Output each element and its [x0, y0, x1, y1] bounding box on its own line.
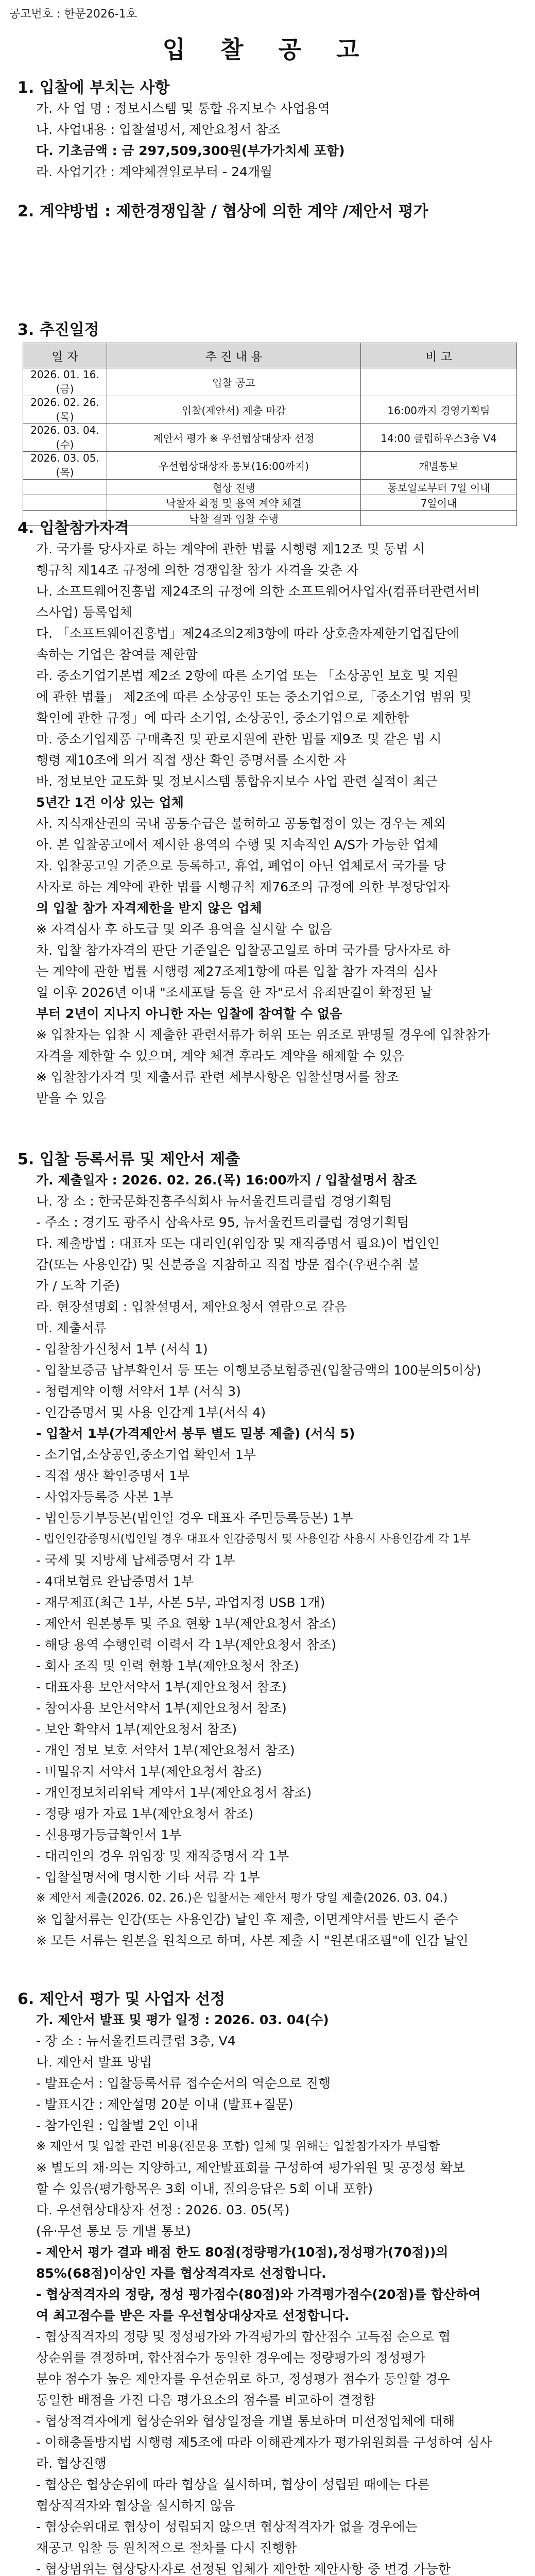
- schedule-cell: 2026. 02. 26.(목): [23, 396, 107, 424]
- section-5-item: - 제안서 원본봉투 및 주요 현황 1부(제안요청서 참조): [36, 1616, 337, 1631]
- section-4-item: 행령 제10조에 의거 직접 생산 확인 증명서를 소지한 자: [36, 753, 347, 768]
- section-4-item: 일 이후 2026년 이내 "조세포탈 등을 한 자"로서 유죄판결이 확정된 날: [36, 985, 433, 1000]
- section-5-heading: 5. 입찰 등록서류 및 제안서 제출: [18, 1150, 240, 1168]
- schedule-cell: 낙찰자 확정 및 용역 계약 체결: [107, 495, 361, 511]
- section-5-item: - 대리인의 경우 위임장 및 재직증명서 각 1부: [36, 1849, 289, 1863]
- section-6-item: - 발표순서 : 입찰등록서류 접수순서의 역순으로 진행: [36, 2076, 331, 2091]
- section-3-heading: 3. 추진일정: [18, 321, 99, 339]
- section-4-item: ※ 자격심사 후 하도급 및 외주 용역을 실시할 수 없음: [36, 922, 333, 937]
- section-1-item: 라. 사업기간 : 계약체결일로부터 - 24개월: [36, 164, 273, 179]
- section-4-item: 라. 중소기업기본법 제2조 2항에 따른 소기업 또는 「소상공인 보호 및 지원: [36, 668, 459, 683]
- section-4-item: 5년간 1건 이상 있는 업체: [36, 795, 184, 810]
- section-5-item: - 비밀유지 서약서 1부(제안요청서 참조): [36, 1764, 262, 1779]
- schedule-row: [23, 368, 517, 396]
- section-5-item: - 개인 정보 보호 서약서 1부(제안요청서 참조): [36, 1743, 295, 1758]
- schedule-cell: 16:00까지 경영기획팀: [361, 396, 517, 424]
- section-6-item: (유·무선 통보 등 개별 통보): [36, 2224, 191, 2239]
- section-6-item: - 참가인원 : 입찰별 2인 이내: [36, 2118, 198, 2133]
- section-5-item: - 해당 용역 수행인력 이력서 각 1부(제안요청서 참조): [36, 1637, 337, 1652]
- section-6-item: 여 최고점수를 받은 자를 우선협상대상자로 선정합니다.: [36, 2308, 350, 2323]
- schedule-cell: 협상 진행: [107, 480, 361, 495]
- section-6-item: - 협상적격자에게 협상순위와 협상일정을 개별 통보하며 미선정업체에 대해: [36, 2414, 455, 2429]
- section-6-item: 할 수 있음(평가항목은 3회 이내, 질의응답은 5회 이내 포함): [36, 2181, 373, 2196]
- section-1-item: 나. 사업내용 : 입찰설명서, 제안요청서 참조: [36, 122, 281, 137]
- section-4-item: 다. 「소프트웨어진흥법」제24조의2제3항에 따라 상호출자제한기업집단에: [36, 626, 459, 641]
- schedule-row: [23, 480, 517, 495]
- notice-number: 공고번호 : 한문2026-1호: [9, 8, 137, 21]
- section-5-item: - 사업자등록증 사본 1부: [36, 1489, 174, 1504]
- section-6-item: 분야 점수가 높은 제안자를 우선순위로 하고, 정성평가 점수가 동일할 경우: [36, 2371, 450, 2386]
- section-4-heading: 4. 입찰참가자격: [18, 519, 129, 537]
- schedule-cell: 입찰(제안서) 제출 마감: [107, 396, 361, 424]
- section-6-item: 가. 제안서 발표 및 평가 일정 : 2026. 03. 04(수): [36, 2012, 329, 2027]
- section-4-item: 받을 수 있음: [36, 1091, 107, 1106]
- schedule-cell: 2026. 03. 04.(수): [23, 424, 107, 452]
- section-5-item: 다. 제출방법 : 대표자 또는 대리인(위임장 및 재직증명서 필요)이 법인인: [36, 1236, 440, 1251]
- section-4-item: 자. 입찰공고일 기준으로 등록하고, 휴업, 폐업이 아닌 업체로서 국가를 당: [36, 858, 446, 873]
- section-5-item: - 직접 생산 확인증명서 1부: [36, 1468, 190, 1483]
- section-6-item: - 제안서 평가 결과 배점 한도 80점(정량평가(10점),정성평가(70점))의: [36, 2245, 448, 2260]
- section-6-item: - 협상적격자의 정량 및 정성평가와 가격평가의 합산점수 고득점 순으로 협: [36, 2329, 451, 2344]
- schedule-cell: 통보일로부터 7일 이내: [361, 480, 517, 495]
- section-4-item: 부터 2년이 지나지 아니한 자는 입찰에 참여할 수 없음: [36, 1006, 342, 1021]
- section-5-item: ※ 모든 서류는 원본을 원칙으로 하며, 사본 제출 시 "원본대조필"에 인감 날인: [36, 1933, 469, 1948]
- section-5-item: - 주소 : 경기도 광주시 삼육사로 95, 뉴서울컨트리클럽 경영기획팀: [36, 1215, 409, 1230]
- section-5-item: 라. 현장설명회 : 입찰설명서, 제안요청서 열람으로 갈음: [36, 1299, 347, 1314]
- schedule-cell: [23, 495, 107, 511]
- section-6-item: 라. 협상진행: [36, 2456, 107, 2471]
- section-5-item: - 소기업,소상공인,중소기업 확인서 1부: [36, 1447, 256, 1462]
- schedule-row: [23, 396, 517, 424]
- section-4-item: 나. 소프트웨어진흥법 제24조의 규정에 의한 소프트웨어사업자(컴퓨터관련서비: [36, 584, 480, 599]
- section-4-item: 바. 정보보안 교도화 및 정보시스템 통합유지보수 사업 관련 실적이 최근: [36, 774, 438, 789]
- schedule-row: [23, 495, 517, 511]
- section-6-item: 85%(68점)이상인 자를 협상적격자로 선정합니다.: [36, 2266, 326, 2281]
- section-6-item: 나. 제안서 발표 방법: [36, 2055, 152, 2070]
- section-4-item: 속하는 기업은 참여를 제한함: [36, 647, 198, 662]
- schedule-cell: 개별통보: [361, 452, 517, 480]
- section-6-item: 재공고 입찰 등 원칙적으로 절차를 다시 진행함: [36, 2540, 297, 2555]
- section-2-heading: 2. 계약방법 : 제한경쟁입찰 / 협상에 의한 계약 /제안서 평가: [18, 202, 428, 221]
- section-5-item: - 재무제표(최근 1부, 사본 5부, 과업지정 USB 1개): [36, 1595, 325, 1610]
- schedule-row: [23, 424, 517, 452]
- section-5-item: - 정량 평가 자료 1부(제안요청서 참조): [36, 1806, 254, 1821]
- section-4-item: 사자로 하는 계약에 관한 법률 시행규칙 제76조의 규정에 의한 부정당업자: [36, 879, 450, 894]
- section-6-item: 협상적격자와 협상을 실시하지 않음: [36, 2498, 235, 2513]
- section-4-item: 에 관한 법률」 제2조에 따른 소상공인 또는 중소기업으로,「중소기업 범위 및: [36, 689, 472, 704]
- section-5-item: 마. 제출서류: [36, 1320, 107, 1335]
- section-5-item: - 개인정보처리위탁 계약서 1부(제안요청서 참조): [36, 1785, 312, 1800]
- section-5-item: - 법인등기부등본(법인일 경우 대표자 주민등록등본) 1부: [36, 1511, 353, 1526]
- section-5-list: [36, 1170, 499, 1951]
- section-4-item: 자격을 제한할 수 있으며, 계약 체결 후라도 계약을 해제할 수 있음: [36, 1048, 405, 1063]
- schedule-cell: 입찰 공고: [107, 368, 361, 396]
- section-6-item: ※ 제안서 및 입찰 관련 비용(전문용 포함) 일체 및 위해는 입찰참가자가 부담함: [36, 2140, 440, 2153]
- section-6-item: 상순위를 결정하며, 합산점수가 동일한 경우에는 정량평가의 정성평가: [36, 2350, 425, 2365]
- schedule-cell: 7일이내: [361, 495, 517, 511]
- section-4-item: 차. 입찰 참가자격의 판단 기준일은 입찰공고일로 하며 국가를 당사자로 하: [36, 943, 450, 958]
- section-5-item: - 입찰서 1부(가격제안서 봉투 별도 밀봉 제출) (서식 5): [36, 1426, 355, 1441]
- section-4-item: 가. 국가를 당사자로 하는 계약에 관한 법률 시행령 제12조 및 동법 시: [36, 541, 425, 556]
- section-6-item: ※ 별도의 채·의는 지양하고, 제안발표회를 구성하여 평가위원 및 공정성 확보: [36, 2160, 465, 2175]
- section-5-item: ※ 제안서 제출(2026. 02. 26.)은 입찰서는 제안서 평가 당일 제출(2026. 03. 04.): [36, 1892, 448, 1905]
- section-6-item: - 이해충돌방지법 시행령 제5조에 따라 이해관계자가 평가위원회를 구성하여 심사: [36, 2435, 492, 2450]
- section-6-item: 다. 우선협상대상자 선정 : 2026. 03. 05(목): [36, 2202, 290, 2217]
- section-4-item: ※ 입찰자는 입찰 시 제출한 관련서류가 허위 또는 위조로 판명될 경우에 입찰참가: [36, 1027, 490, 1042]
- section-5-item: 나. 장 소 : 한국문화진흥주식회사 뉴서울컨트리클럽 경영기획팀: [36, 1194, 392, 1209]
- section-4-item: 행규칙 제14조 규정에 의한 경쟁입찰 참가 자격을 갖춘 자: [36, 563, 359, 578]
- section-1-list: [36, 98, 499, 182]
- section-5-item: - 입찰설명서에 명시한 기타 서류 각 1부: [36, 1870, 260, 1885]
- section-6-item: - 협상범위는 협상당사자로 선정된 업체가 제안한 제안사항 중 변경 가능한: [36, 2562, 451, 2576]
- section-5-item: - 인감증명서 및 사용 인감계 1부(서식 4): [36, 1405, 266, 1420]
- schedule-cell: [361, 368, 517, 396]
- section-4-item: 의 입찰 참가 자격제한을 받지 않은 업체: [36, 901, 262, 916]
- section-1-heading: 1. 입찰에 부치는 사항: [18, 79, 170, 97]
- section-4-item: 확인에 관한 규정」에 따라 소기업, 소상공인, 중소기업으로 제한함: [36, 710, 409, 725]
- schedule-cell: 우선협상대상자 통보(16:00까지): [107, 452, 361, 480]
- schedule-table: [23, 343, 517, 526]
- section-6-heading: 6. 제안서 평가 및 사업자 선정: [18, 1990, 226, 2008]
- section-5-item: 가 / 도착 기준): [36, 1278, 120, 1293]
- section-5-item: - 대표자용 보안서약서 1부(제안요청서 참조): [36, 1680, 287, 1694]
- section-6-item: - 협상은 협상순위에 따라 협상을 실시하며, 협상이 성립된 때에는 다른: [36, 2477, 430, 2492]
- section-5-item: - 4대보험료 완납증명서 1부: [36, 1574, 194, 1589]
- schedule-cell: 2026. 01. 16.(금): [23, 368, 107, 396]
- section-5-item: - 청렴계약 이행 서약서 1부 (서식 3): [36, 1384, 241, 1399]
- section-4-list: [36, 538, 499, 1109]
- section-5-item: 감(또는 사용인감) 및 신분증을 지참하고 직접 방문 접수(우편수취 불: [36, 1257, 420, 1272]
- section-4-item: 스사업) 등록업체: [36, 605, 132, 620]
- schedule-header: 일 자: [23, 343, 107, 368]
- schedule-cell: 2026. 03. 05.(목): [23, 452, 107, 480]
- section-6-item: - 협상순위대로 협상이 성립되지 않으면 협상적격자가 없을 경우에는: [36, 2519, 418, 2534]
- section-6-item: 동일한 배점을 가진 다음 평가요소의 점수를 비교하여 결정함: [36, 2393, 376, 2408]
- document-title: 입 찰 공 고: [162, 36, 373, 63]
- section-5-item: - 국세 및 지방세 납세증명서 각 1부: [36, 1553, 235, 1568]
- schedule-cell: [23, 480, 107, 495]
- schedule-header: 비 고: [361, 343, 517, 368]
- section-6-item: - 협상적격자의 정량, 정성 평가점수(80점)와 가격평가점수(20점)를 합산하여: [36, 2287, 481, 2302]
- section-5-item: ※ 입찰서류는 인감(또는 사용인감) 날인 후 제출, 이면계약서를 반드시 준수: [36, 1912, 459, 1927]
- section-5-item: - 법인인감증명서(법인일 경우 대표자 인감증명서 및 사용인감 사용시 사용인감계 각 1부: [36, 1533, 471, 1546]
- schedule-header-row: [23, 343, 517, 368]
- section-5-item: - 입찰보증금 납부확인서 등 또는 이행보증보험증권(입찰금액의 100분의5이상): [36, 1363, 481, 1378]
- schedule-cell: [361, 511, 517, 526]
- section-5-item: - 보안 확약서 1부(제안요청서 참조): [36, 1722, 237, 1737]
- section-6-item: - 발표시간 : 제안설명 20분 이내 (발표+질문): [36, 2097, 294, 2112]
- section-6-list: [36, 2009, 499, 2576]
- schedule-cell: 14:00 클럽하우스3층 V4: [361, 424, 517, 452]
- schedule-cell: 낙찰 결과 입찰 수행: [107, 511, 361, 526]
- section-4-item: ※ 입찰참가자격 및 제출서류 관련 세부사항은 입찰설명서를 참조: [36, 1070, 399, 1084]
- schedule-header: 추 진 내 용: [107, 343, 361, 368]
- section-5-item: - 신용평가등급확인서 1부: [36, 1827, 182, 1842]
- section-6-item: - 장 소 : 뉴서울컨트리클럽 3층, V4: [36, 2033, 236, 2048]
- section-5-item: - 회사 조직 및 인력 현황 1부(제안요청서 참조): [36, 1658, 299, 1673]
- section-1-item: 가. 사 업 명 : 정보시스템 및 통합 유지보수 사업용역: [36, 101, 330, 116]
- schedule-row: [23, 452, 517, 480]
- section-5-item: - 입찰참가신청서 1부 (서식 1): [36, 1342, 208, 1357]
- section-4-item: 는 계약에 관한 법률 시행령 제27조제1항에 따른 입찰 참가 자격의 심사: [36, 964, 438, 979]
- section-4-item: 아. 본 입찰공고에서 제시한 용역의 수행 및 지속적인 A/S가 가능한 업체: [36, 837, 438, 852]
- section-1-item: 다. 기초금액 : 금 297,509,300원(부가가치세 포함): [36, 143, 345, 158]
- section-5-item: 가. 제출일자 : 2026. 02. 26.(목) 16:00까지 / 입찰설명서 참조: [36, 1173, 417, 1188]
- section-4-item: 사. 지식재산권의 국내 공동수급은 불허하고 공동협정이 있는 경우는 제외: [36, 816, 446, 831]
- section-5-item: - 참여자용 보안서약서 1부(제안요청서 참조): [36, 1701, 287, 1716]
- schedule-cell: 제안서 평가 ※ 우선협상대상자 선정: [107, 424, 361, 452]
- section-4-item: 마. 중소기업제품 구매촉진 및 판로지원에 관한 법률 제9조 및 같은 법 시: [36, 732, 442, 747]
